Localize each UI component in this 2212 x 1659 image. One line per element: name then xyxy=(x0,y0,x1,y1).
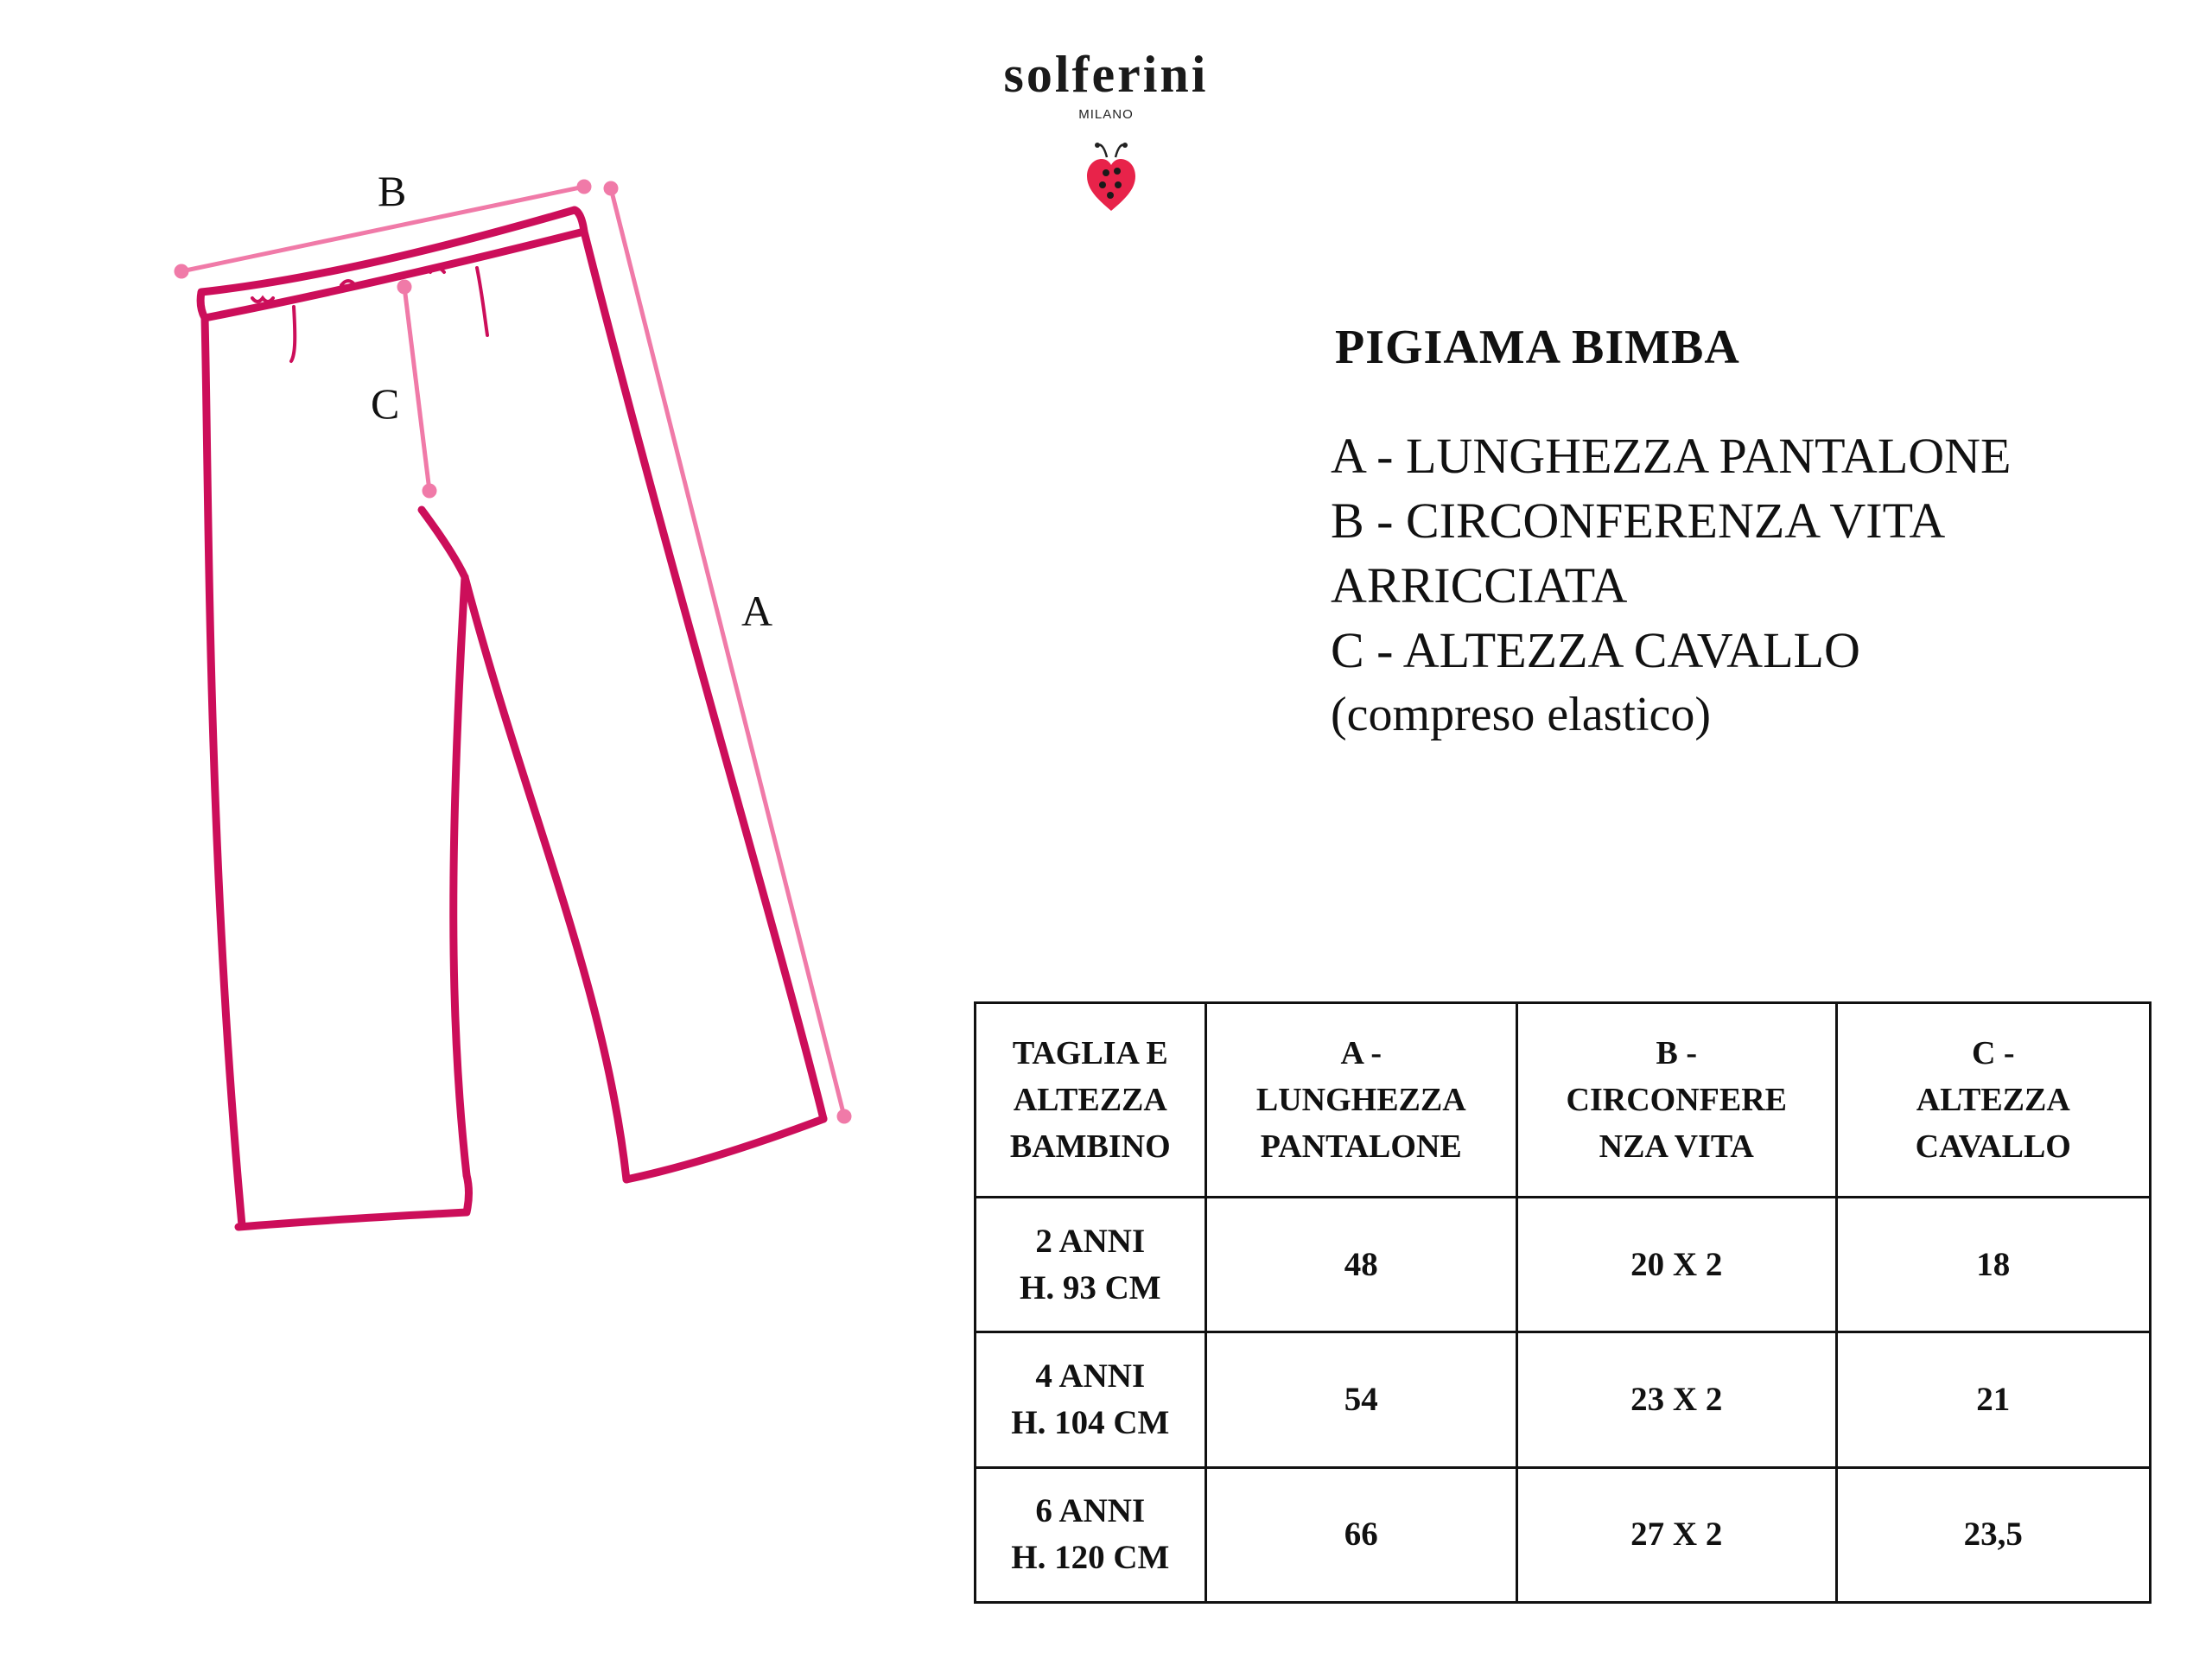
pants-outline xyxy=(200,210,823,1227)
legend-line: A - LUNGHEZZA PANTALONE xyxy=(1331,428,2012,484)
table-row xyxy=(976,1332,2151,1467)
ladybug-heart-icon xyxy=(1084,138,1139,216)
cell-a: 48 xyxy=(1205,1198,1516,1332)
measurement-lines xyxy=(176,181,849,1122)
header-size: TAGLIA E ALTEZZA BAMBINO xyxy=(976,1003,1206,1198)
measure-label-b: B xyxy=(378,167,407,215)
cell-c: 21 xyxy=(1836,1332,2150,1467)
cell-c: 23,5 xyxy=(1836,1467,2150,1602)
measure-label-a: A xyxy=(741,587,773,635)
cell-size: 4 ANNI H. 104 CM xyxy=(976,1332,1206,1467)
cell-a: 54 xyxy=(1205,1332,1516,1467)
cell-size: 6 ANNI H. 120 CM xyxy=(976,1467,1206,1602)
pants-measurement-diagram xyxy=(156,156,881,1244)
legend-line: ARRICCIATA xyxy=(1331,557,1628,613)
table-header-row xyxy=(976,1003,2151,1198)
brand-name: solferini xyxy=(1003,46,1209,103)
cell-b: 23 X 2 xyxy=(1516,1332,1836,1467)
size-table xyxy=(974,1001,2152,1604)
table-row xyxy=(976,1198,2151,1332)
measurement-legend xyxy=(1331,423,2011,747)
header-a: A - LUNGHEZZA PANTALONE xyxy=(1205,1003,1516,1198)
header-b: B - CIRCONFERE NZA VITA xyxy=(1516,1003,1836,1198)
cell-a: 66 xyxy=(1205,1467,1516,1602)
legend-note: (compreso elastico) xyxy=(1331,688,1712,741)
header-c: C - ALTEZZA CAVALLO xyxy=(1836,1003,2150,1198)
cell-size: 2 ANNI H. 93 CM xyxy=(976,1198,1206,1332)
cell-b: 27 X 2 xyxy=(1516,1467,1836,1602)
brand-subtitle: MILANO xyxy=(1078,107,1134,122)
product-title: PIGIAMA BIMBA xyxy=(1335,321,1740,374)
table-row xyxy=(976,1467,2151,1602)
measure-label-c: C xyxy=(371,379,400,428)
legend-line: B - CIRCONFERENZA VITA xyxy=(1331,493,1946,549)
cell-c: 18 xyxy=(1836,1198,2150,1332)
legend-line: C - ALTEZZA CAVALLO xyxy=(1331,622,1860,678)
cell-b: 20 X 2 xyxy=(1516,1198,1836,1332)
